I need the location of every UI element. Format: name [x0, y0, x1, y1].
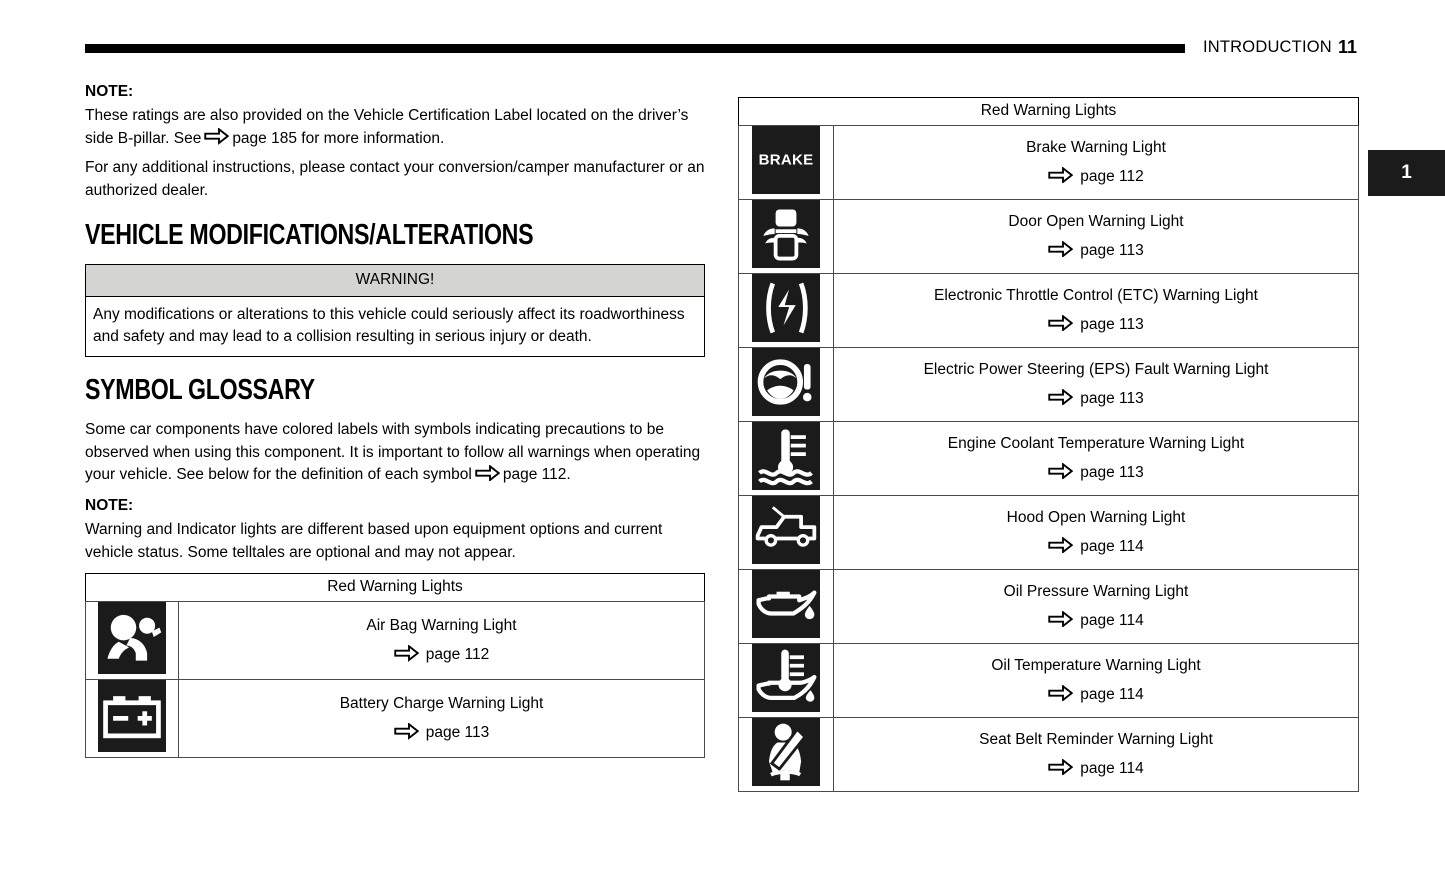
symbol-cell — [739, 274, 834, 348]
page-reference — [834, 166, 1358, 188]
battery-charge-warning-icon — [98, 680, 166, 752]
page-reference-label: page 113 — [1080, 315, 1144, 333]
warning-box-body: Any modifications or alterations to this vehicle could seriously affect its roadworthiness and safety and may lead to a collision resulting in serious injury or death. — [93, 306, 685, 345]
brake-icon-label: BRAKE — [758, 151, 814, 169]
note-paragraph-2: For any additional instructions, please contact your conversion/camper manufacturer or an authorized dealer. — [85, 159, 705, 199]
hood-open-warning-icon — [752, 496, 820, 564]
note-paragraph-1-text-a: These ratings are also provided on the Vehicle Certification Label located on the driver’s side B-pillar. See — [85, 106, 689, 147]
chapter-tab-label: 1 — [1401, 162, 1412, 183]
page-reference — [834, 610, 1358, 632]
table-row — [739, 718, 1359, 792]
page-reference-label: page 112 — [1080, 167, 1144, 185]
right-symbol-table — [738, 97, 1359, 792]
electronic-throttle-control-warning-icon — [752, 274, 820, 342]
symbol-description-cell — [834, 274, 1359, 348]
warning-light-name: Air Bag Warning Light — [366, 617, 517, 635]
page-ref-arrow-icon — [1048, 759, 1073, 778]
symbol-description-cell — [834, 718, 1359, 792]
page-reference — [834, 758, 1358, 780]
page-reference — [834, 240, 1358, 262]
chapter-tab — [1368, 150, 1445, 196]
warning-box-title: WARNING! — [86, 265, 704, 297]
section-heading-symbol-glossary: SYMBOL GLOSSARY — [85, 374, 315, 407]
warning-light-name: Engine Coolant Temperature Warning Light — [947, 435, 1245, 453]
symbol-description-cell — [834, 348, 1359, 422]
symbol-cell — [739, 496, 834, 570]
page-reference — [179, 722, 704, 744]
page-ref-arrow-icon — [1048, 537, 1073, 556]
page-reference-label: page 112 — [425, 645, 490, 663]
note-paragraph-3: Warning and Indicator lights are different based upon equipment options and current vehicle status. Some telltales are optional and may not appear. — [85, 521, 663, 561]
header-rule — [85, 44, 1185, 53]
symbol-description-cell — [834, 200, 1359, 274]
page-ref-arrow-icon — [394, 645, 419, 664]
brake-warning-icon — [752, 126, 820, 194]
table-row — [739, 126, 1359, 200]
note-label-1: NOTE: — [85, 83, 134, 100]
glossary-paragraph-text-a: Some car components have colored labels with symbols indicating precautions to be observed when using this component. It is important to follow all warnings when operating your vehicle. See below for the definition of each symbol — [85, 421, 701, 484]
warning-light-name: Electric Power Steering (EPS) Fault Warning Light — [923, 361, 1269, 379]
glossary-paragraph-text-b: page 112. — [502, 466, 571, 484]
warning-light-name: Brake Warning Light — [1026, 139, 1166, 157]
warning-light-name: Door Open Warning Light — [1008, 213, 1184, 231]
page-reference-label: page 114 — [1080, 537, 1144, 555]
symbol-description-cell — [834, 570, 1359, 644]
table-row — [739, 422, 1359, 496]
symbol-description-cell — [834, 126, 1359, 200]
page-ref-arrow-icon — [1048, 315, 1073, 334]
page-ref-arrow-icon — [1048, 241, 1073, 260]
warning-light-name: Hood Open Warning Light — [1006, 509, 1186, 527]
oil-temperature-warning-icon — [752, 644, 820, 712]
door-open-warning-icon — [752, 200, 820, 268]
page-reference-label: page 113 — [1080, 463, 1144, 481]
right-symbol-table-body — [739, 126, 1359, 792]
symbol-description-cell — [834, 496, 1359, 570]
symbol-cell — [739, 422, 834, 496]
page-ref-arrow-icon — [204, 128, 229, 144]
table-row — [739, 274, 1359, 348]
warning-light-name: Electronic Throttle Control (ETC) Warning Light — [934, 287, 1258, 305]
table-row — [739, 496, 1359, 570]
page-reference-label: page 113 — [1080, 389, 1144, 407]
page-ref-arrow-icon — [1048, 685, 1073, 704]
symbol-description-cell — [179, 680, 705, 758]
symbol-cell — [739, 644, 834, 718]
symbol-cell — [739, 718, 834, 792]
page-reference-label: page 113 — [425, 723, 490, 741]
header-page-number: 11 — [1338, 37, 1358, 57]
page-reference-label: page 114 — [1080, 611, 1144, 629]
page-ref-arrow-icon — [394, 723, 419, 742]
glossary-paragraph — [85, 419, 705, 487]
table-row — [739, 644, 1359, 718]
seat-belt-reminder-warning-icon — [752, 718, 820, 786]
table-row — [86, 602, 705, 680]
page-reference-label: page 114 — [1080, 685, 1144, 703]
page-reference — [834, 684, 1358, 706]
page-reference — [834, 536, 1358, 558]
page-ref-arrow-icon — [1048, 389, 1073, 408]
header-title: INTRODUCTION — [1203, 38, 1332, 56]
page-reference-label: page 114 — [1080, 759, 1144, 777]
left-symbol-table-caption: Red Warning Lights — [85, 573, 705, 601]
symbol-description-cell — [834, 644, 1359, 718]
symbol-cell — [739, 570, 834, 644]
table-row — [739, 570, 1359, 644]
warning-light-name: Oil Temperature Warning Light — [991, 657, 1201, 675]
symbol-cell — [86, 680, 179, 758]
page-ref-arrow-icon — [475, 465, 500, 481]
page-reference-label: page 113 — [1080, 241, 1144, 259]
page-reference — [834, 388, 1358, 410]
table-row — [86, 680, 705, 758]
note-paragraph-1-text-b: page 185 for more information. — [232, 129, 445, 147]
airbag-warning-icon — [98, 602, 166, 674]
symbol-cell — [86, 602, 179, 680]
left-symbol-table — [85, 573, 705, 758]
table-row — [739, 348, 1359, 422]
symbol-cell — [739, 200, 834, 274]
page-reference — [179, 644, 704, 666]
page-reference — [834, 462, 1358, 484]
page-reference — [834, 314, 1358, 336]
engine-coolant-temperature-warning-icon — [752, 422, 820, 490]
page-ref-arrow-icon — [1048, 463, 1073, 482]
symbol-cell — [739, 126, 834, 200]
section-heading-vehicle-modifications: VEHICLE MODIFICATIONS/ALTERATIONS — [85, 219, 534, 252]
left-column — [85, 82, 705, 758]
page-ref-arrow-icon — [1048, 167, 1073, 186]
symbol-cell — [739, 348, 834, 422]
electric-power-steering-fault-warning-icon — [752, 348, 820, 416]
note-paragraph-1 — [85, 105, 705, 150]
warning-box — [85, 264, 705, 357]
right-column — [738, 97, 1359, 792]
warning-light-name: Seat Belt Reminder Warning Light — [979, 731, 1213, 749]
symbol-description-cell — [834, 422, 1359, 496]
table-row — [739, 200, 1359, 274]
note-label-2: NOTE: — [85, 497, 134, 515]
oil-pressure-warning-icon — [752, 570, 820, 638]
warning-light-name: Oil Pressure Warning Light — [1003, 583, 1189, 601]
warning-light-name: Battery Charge Warning Light — [339, 695, 544, 713]
symbol-description-cell — [179, 602, 705, 680]
right-symbol-table-caption: Red Warning Lights — [738, 97, 1359, 125]
left-symbol-table-body — [86, 602, 705, 758]
page-ref-arrow-icon — [1048, 611, 1073, 630]
